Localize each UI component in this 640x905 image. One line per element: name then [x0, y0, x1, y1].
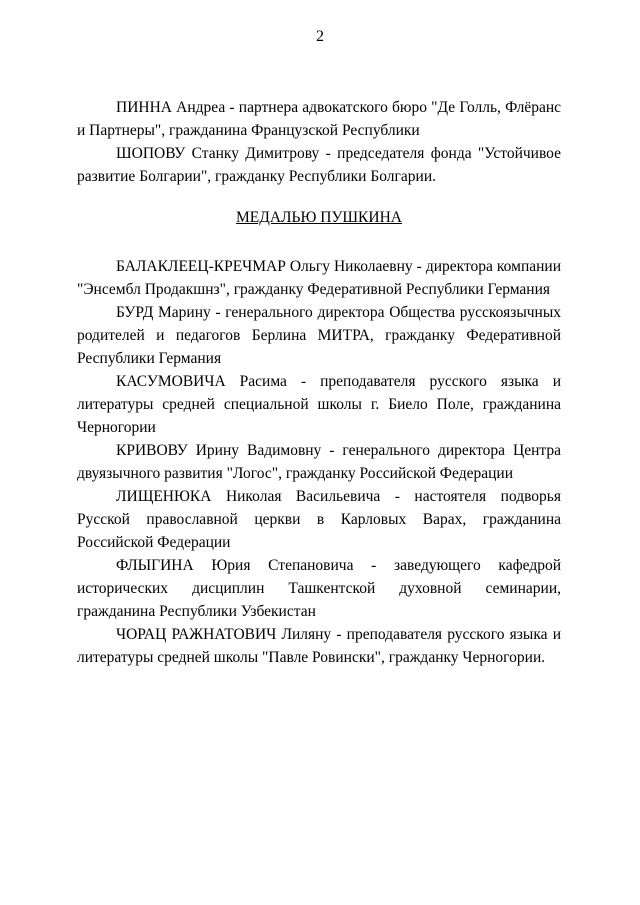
- award-entry: КАСУМОВИЧА Расима - преподавателя русского языка и литературы средней специальной школы г. Биело Поле, гражданина Черногории: [77, 373, 561, 436]
- award-entry: ШОПОВУ Станку Димитрову - председателя фонда "Устойчивое развитие Болгарии", гражданку Республики Болгарии.: [77, 145, 561, 185]
- award-entry: ЧОРАЦ РАЖНАТОВИЧ Лиляну - преподавателя русского языка и литературы средней школы "Павле Ровински", гражданку Черногории.: [77, 626, 561, 666]
- award-entry: БАЛАКЛЕЕЦ-КРЕЧМАР Ольгу Николаевну - директора компании "Энсембл Продакшнз", гражданку Федеративной Республики Германия: [77, 258, 561, 298]
- award-entry: ЛИЩЕНЮКА Николая Васильевича - настоятеля подворья Русской православной церкви в Карловых Варах, гражданина Российской Федерации: [77, 488, 561, 551]
- award-entry: БУРД Марину - генерального директора Общества русскоязычных родителей и педагогов Берлина МИТРА, гражданку Федеративной Республики Германия: [77, 304, 561, 367]
- award-entry: ФЛЫГИНА Юрия Степановича - заведующего кафедрой исторических дисциплин Ташкентской духовной семинарии, гражданина Республики Узбекистан: [77, 557, 561, 620]
- award-entry: ПИННА Андреа - партнера адвокатского бюро "Де Голль, Флёранс и Партнеры", гражданина Французской Республики: [77, 99, 561, 139]
- document-body: [77, 96, 561, 669]
- section-heading-pushkin-medal: МЕДАЛЬЮ ПУШКИНА: [236, 209, 402, 226]
- award-entry: КРИВОВУ Ирину Вадимовну - генерального директора Центра двуязычного развития "Логос", гражданку Российской Федерации: [77, 442, 561, 482]
- page-number: 2: [316, 28, 324, 45]
